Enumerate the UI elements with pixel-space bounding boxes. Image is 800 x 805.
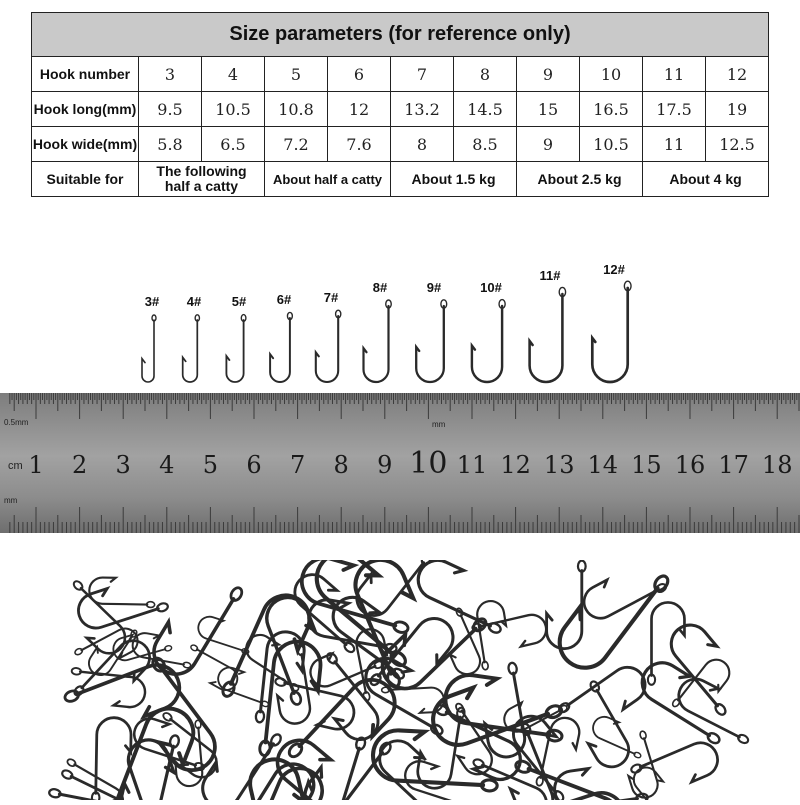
ruler-cm-label: cm <box>8 460 23 472</box>
table-cell: 10 <box>580 57 643 92</box>
table-cell: 10.5 <box>202 92 265 127</box>
hook-size-label: 8# <box>372 280 388 295</box>
table-cell: 4 <box>202 57 265 92</box>
ruler-mm-label-bottom: mm <box>4 496 18 505</box>
table-cell: 7.2 <box>265 127 328 162</box>
hook-icon <box>74 622 142 676</box>
hook-icon <box>557 657 651 739</box>
table-title: Size parameters (for reference only) <box>32 13 769 57</box>
hook-size-label: 4# <box>186 294 202 309</box>
ruler-number: 14 <box>587 451 619 479</box>
table-cell: 6 <box>328 57 391 92</box>
table-row-hook-wide <box>32 127 769 162</box>
hook-size-label: 7# <box>323 290 339 305</box>
row-header: Hook wide(mm) <box>32 127 139 162</box>
hook-icon <box>472 599 512 670</box>
hook-icon <box>316 310 341 382</box>
table-cell <box>139 162 265 197</box>
hook-size-label: 3# <box>144 294 160 309</box>
hook-icon <box>472 300 505 382</box>
table-cell: 10.5 <box>580 127 643 162</box>
hook-icon <box>142 315 156 382</box>
steel-ruler <box>0 393 800 533</box>
table-cell: 11 <box>643 127 706 162</box>
hook-pile-photo <box>0 560 800 800</box>
table-cell: 9.5 <box>139 92 202 127</box>
table-cell: 17.5 <box>643 92 706 127</box>
hook-size-label: 5# <box>231 294 247 309</box>
hook-size-label: 10# <box>480 280 502 295</box>
hook-icon <box>270 312 292 382</box>
ruler-number: 12 <box>500 451 531 479</box>
table-cell: About 4 kg <box>643 162 769 197</box>
table-cell: 5 <box>265 57 328 92</box>
ruler-number: 7 <box>289 451 306 479</box>
table-cell: 13.2 <box>391 92 454 127</box>
table-cell: 14.5 <box>454 92 517 127</box>
table-cell: 16.5 <box>580 92 643 127</box>
hook-icon <box>648 602 685 684</box>
ruler-number: 5 <box>202 451 219 479</box>
ruler-number: 4 <box>159 451 175 479</box>
table-cell: 3 <box>139 57 202 92</box>
ruler-mm-label: mm <box>432 420 446 429</box>
ruler-number: 3 <box>115 451 131 479</box>
hook-size-label: 11# <box>539 268 561 283</box>
table-cell: 5.8 <box>139 127 202 162</box>
table-cell: About 1.5 kg <box>391 162 517 197</box>
table-cell: 15 <box>517 92 580 127</box>
ruler-number: 17 <box>718 451 749 479</box>
table-cell: 9 <box>517 57 580 92</box>
hook-size-label: 12# <box>603 262 625 277</box>
table-cell: 12.5 <box>706 127 769 162</box>
row-header: Suitable for <box>32 162 139 197</box>
hook-size-label: 6# <box>276 292 292 307</box>
table-cell: About 2.5 kg <box>517 162 643 197</box>
ruler-number: 2 <box>71 451 88 479</box>
table-cell: 10.8 <box>265 92 328 127</box>
ruler-illustration <box>0 393 800 533</box>
hook-icon <box>146 711 225 783</box>
hook-icon <box>416 300 446 382</box>
ruler-unit-label: 0.5mm <box>4 418 29 427</box>
hook-icon <box>400 757 478 800</box>
table-cell: 7 <box>391 57 454 92</box>
hook-icon <box>530 287 566 382</box>
size-parameters-table <box>31 12 769 197</box>
ruler-number: 16 <box>674 451 706 479</box>
table-cell: 7.6 <box>328 127 391 162</box>
ruler-number: 1 <box>28 451 44 479</box>
table-cell: 12 <box>328 92 391 127</box>
hook-size-lineup <box>0 250 800 390</box>
ruler-number: 18 <box>761 451 793 479</box>
table-cell: 6.5 <box>202 127 265 162</box>
row-header: Hook number <box>32 57 139 92</box>
table-row-hook-long <box>32 92 769 127</box>
hook-icon <box>195 714 282 800</box>
hook-size-label: 9# <box>426 280 442 295</box>
row-header: Hook long(mm) <box>32 92 139 127</box>
hook-icon <box>364 300 392 382</box>
hook-icon <box>226 315 246 382</box>
table-cell: About half a catty <box>265 162 391 197</box>
ruler-number: 15 <box>631 451 662 479</box>
ruler-number: 8 <box>333 451 349 479</box>
hook-icon <box>63 654 185 741</box>
table-cell: 12 <box>706 57 769 92</box>
hook-icon <box>183 315 200 382</box>
cell-line: The following <box>156 163 247 179</box>
table-cell: 9 <box>517 127 580 162</box>
ruler-number: 13 <box>543 451 575 479</box>
hook-icon <box>592 281 631 382</box>
table-cell: 19 <box>706 92 769 127</box>
cell-line: half a catty <box>164 178 239 194</box>
ruler-number: 6 <box>246 451 262 479</box>
ruler-number: 11 <box>456 451 488 479</box>
table-row-hook-number <box>32 57 769 92</box>
hook-pile-illustration <box>0 560 800 800</box>
ruler-number: 9 <box>377 451 393 479</box>
table-cell: 8 <box>391 127 454 162</box>
hooks-illustration <box>0 250 800 390</box>
table-cell: 8 <box>454 57 517 92</box>
table-row-suitable-for <box>32 162 769 197</box>
hook-icon <box>562 680 638 773</box>
table-cell: 11 <box>643 57 706 92</box>
table-cell: 8.5 <box>454 127 517 162</box>
ruler-number: 10 <box>409 446 448 481</box>
